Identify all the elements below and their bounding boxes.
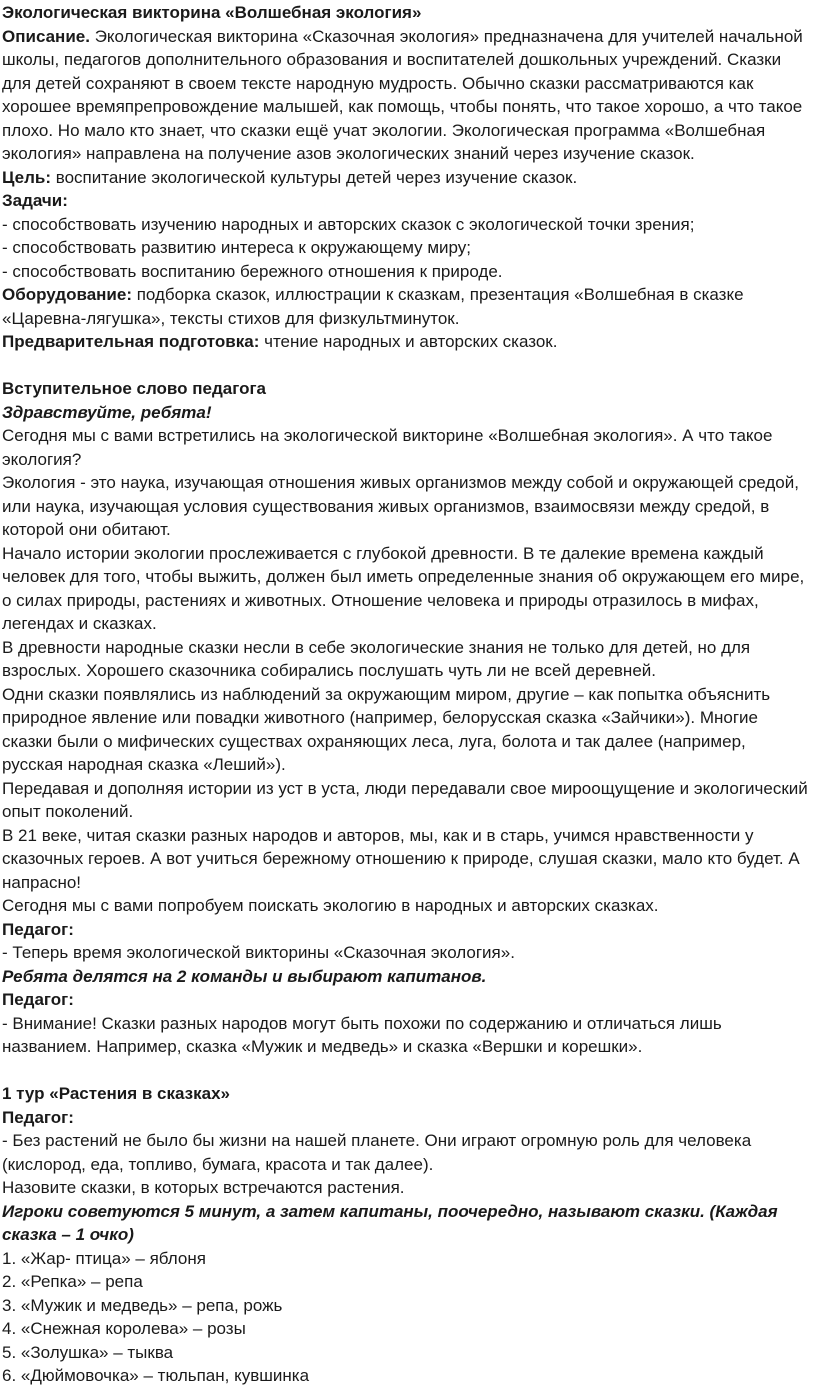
teacher-line: - Внимание! Сказки разных народов могут быть похожи по содержанию и отличаться лишь названием. Например, сказка «Мужик и медведь» и сказка «Вершки и корешки». bbox=[2, 1013, 722, 1056]
intro-paragraph: Сегодня мы с вами попробуем поискать экологию в народных и авторских сказках. bbox=[2, 896, 659, 915]
task-item: - способствовать воспитанию бережного отношения к природе. bbox=[2, 261, 503, 281]
task-item: - способствовать изучению народных и авторских сказок с экологической точки зрения; bbox=[2, 214, 695, 234]
intro-paragraph: Передавая и дополняя истории из уст в уста, люди передавали свое мироощущение и экологический опыт поколений. bbox=[2, 778, 808, 821]
description-label: Описание. bbox=[2, 26, 90, 46]
answer-item: 4. «Снежная королева» – розы bbox=[2, 1319, 246, 1338]
description-paragraph bbox=[2, 25, 808, 166]
teams-note: Ребята делятся на 2 команды и выбирают капитанов. bbox=[2, 966, 487, 986]
greeting: Здравствуйте, ребята! bbox=[2, 402, 212, 422]
intro-paragraph: В древности народные сказки несли в себе экологические знания не только для детей, но для взрослых. Хорошего сказочника собирались послушать чуть ли не всей деревней. bbox=[2, 637, 751, 680]
intro-heading: Вступительное слово педагога bbox=[2, 379, 267, 398]
equipment-text: подборка сказок, иллюстрации к сказкам, презентация «Волшебная в сказке «Царевна-лягушка», тексты стихов для физкультминуток. bbox=[2, 285, 744, 328]
round1-text: - Без растений не было бы жизни на нашей планете. Они играют огромную роль для человека (кислород, еда, топливо, бумага, красота и так далее). bbox=[2, 1131, 752, 1174]
answer-item: 5. «Золушка» – тыква bbox=[2, 1342, 174, 1362]
answer-item: 6. «Дюймовочка» – тюльпан, кувшинка bbox=[2, 1366, 310, 1385]
answer-item: 2. «Репка» – репа bbox=[2, 1272, 143, 1291]
intro-paragraph: Сегодня мы с вами встретились на экологической викторине «Волшебная экология». А что такое экология? bbox=[2, 426, 773, 469]
teacher-label: Педагог: bbox=[2, 990, 74, 1009]
equipment-paragraph bbox=[2, 283, 808, 330]
intro-paragraph: В 21 веке, читая сказки разных народов и авторов, мы, как и в старь, учимся нравственности у сказочных героев. А вот учиться бережному отношению к природе, слушая сказки, мало кто будет. А напрасно! bbox=[2, 825, 800, 892]
intro-paragraph: Начало истории экологии прослеживается с глубокой древности. В те далекие времена каждый человек для того, чтобы выжить, должен был иметь определенные знания об окружающем его мире, о силах природы, растениях и животных. Отношение человека и природы отразилось в мифах, легендах и сказках. bbox=[2, 543, 805, 633]
tasks-label: Задачи: bbox=[2, 191, 68, 210]
round1-heading: 1 тур «Растения в сказках» bbox=[2, 1084, 231, 1103]
goal-label: Цель: bbox=[2, 167, 51, 187]
document-title: Экологическая викторина «Волшебная экология» bbox=[2, 3, 422, 22]
description-text: Экологическая викторина «Сказочная экология» предназначена для учителей начальной школы, педагогов дополнительного образования и воспитателей дошкольных учреждений. Сказки для детей сохраняют в своем тексте народную мудрость. Обычно сказки рассматриваются как хорошее времяпрепровождение малышей, как помощь, чтобы понять, что такое хорошо, а что такое плохо. Но мало кто знает, что сказки ещё учат экологии. Экологическая программа «Волшебная экология» направлена на получение азов экологических знаний через изучение сказок. bbox=[2, 26, 803, 163]
answer-item: 1. «Жар- птица» – яблоня bbox=[2, 1248, 206, 1268]
teacher-line: - Теперь время экологической викторины «Сказочная экология». bbox=[2, 943, 515, 962]
equipment-label: Оборудование: bbox=[2, 285, 132, 304]
goal-paragraph bbox=[2, 166, 808, 190]
intro-paragraph: Экология - это наука, изучающая отношения живых организмов между собой и окружающей средой, или наука, изучающая условия существования живых организмов, взаимосвязи между средой, в которой они обитают. bbox=[2, 473, 799, 539]
prep-paragraph bbox=[2, 330, 808, 354]
prep-label: Предварительная подготовка: bbox=[2, 332, 260, 351]
round1-note: Игроки советуются 5 минут, а затем капитаны, поочередно, называют сказки. (Каждая сказка – 1 очко) bbox=[2, 1201, 778, 1244]
intro-paragraph: Одни сказки появлялись из наблюдений за окружающим миром, другие – как попытка объяснить природное явление или повадки животного (например, белорусская сказка «Зайчики»). Многие сказки были о мифических существах охраняющих леса, луга, болота и так далее (например, русская народная сказка «Леший»). bbox=[2, 684, 771, 774]
goal-text: воспитание экологической культуры детей через изучение сказок. bbox=[51, 167, 578, 187]
prep-text: чтение народных и авторских сказок. bbox=[259, 332, 558, 351]
round1-question: Назовите сказки, в которых встречаются растения. bbox=[2, 1178, 405, 1197]
answer-item: 3. «Мужик и медведь» – репа, рожь bbox=[2, 1295, 283, 1315]
task-item: - способствовать развитию интереса к окружающему миру; bbox=[2, 238, 472, 257]
spacer bbox=[2, 354, 808, 378]
teacher-label: Педагог: bbox=[2, 1107, 74, 1127]
spacer bbox=[2, 1059, 808, 1083]
teacher-label: Педагог: bbox=[2, 919, 74, 939]
